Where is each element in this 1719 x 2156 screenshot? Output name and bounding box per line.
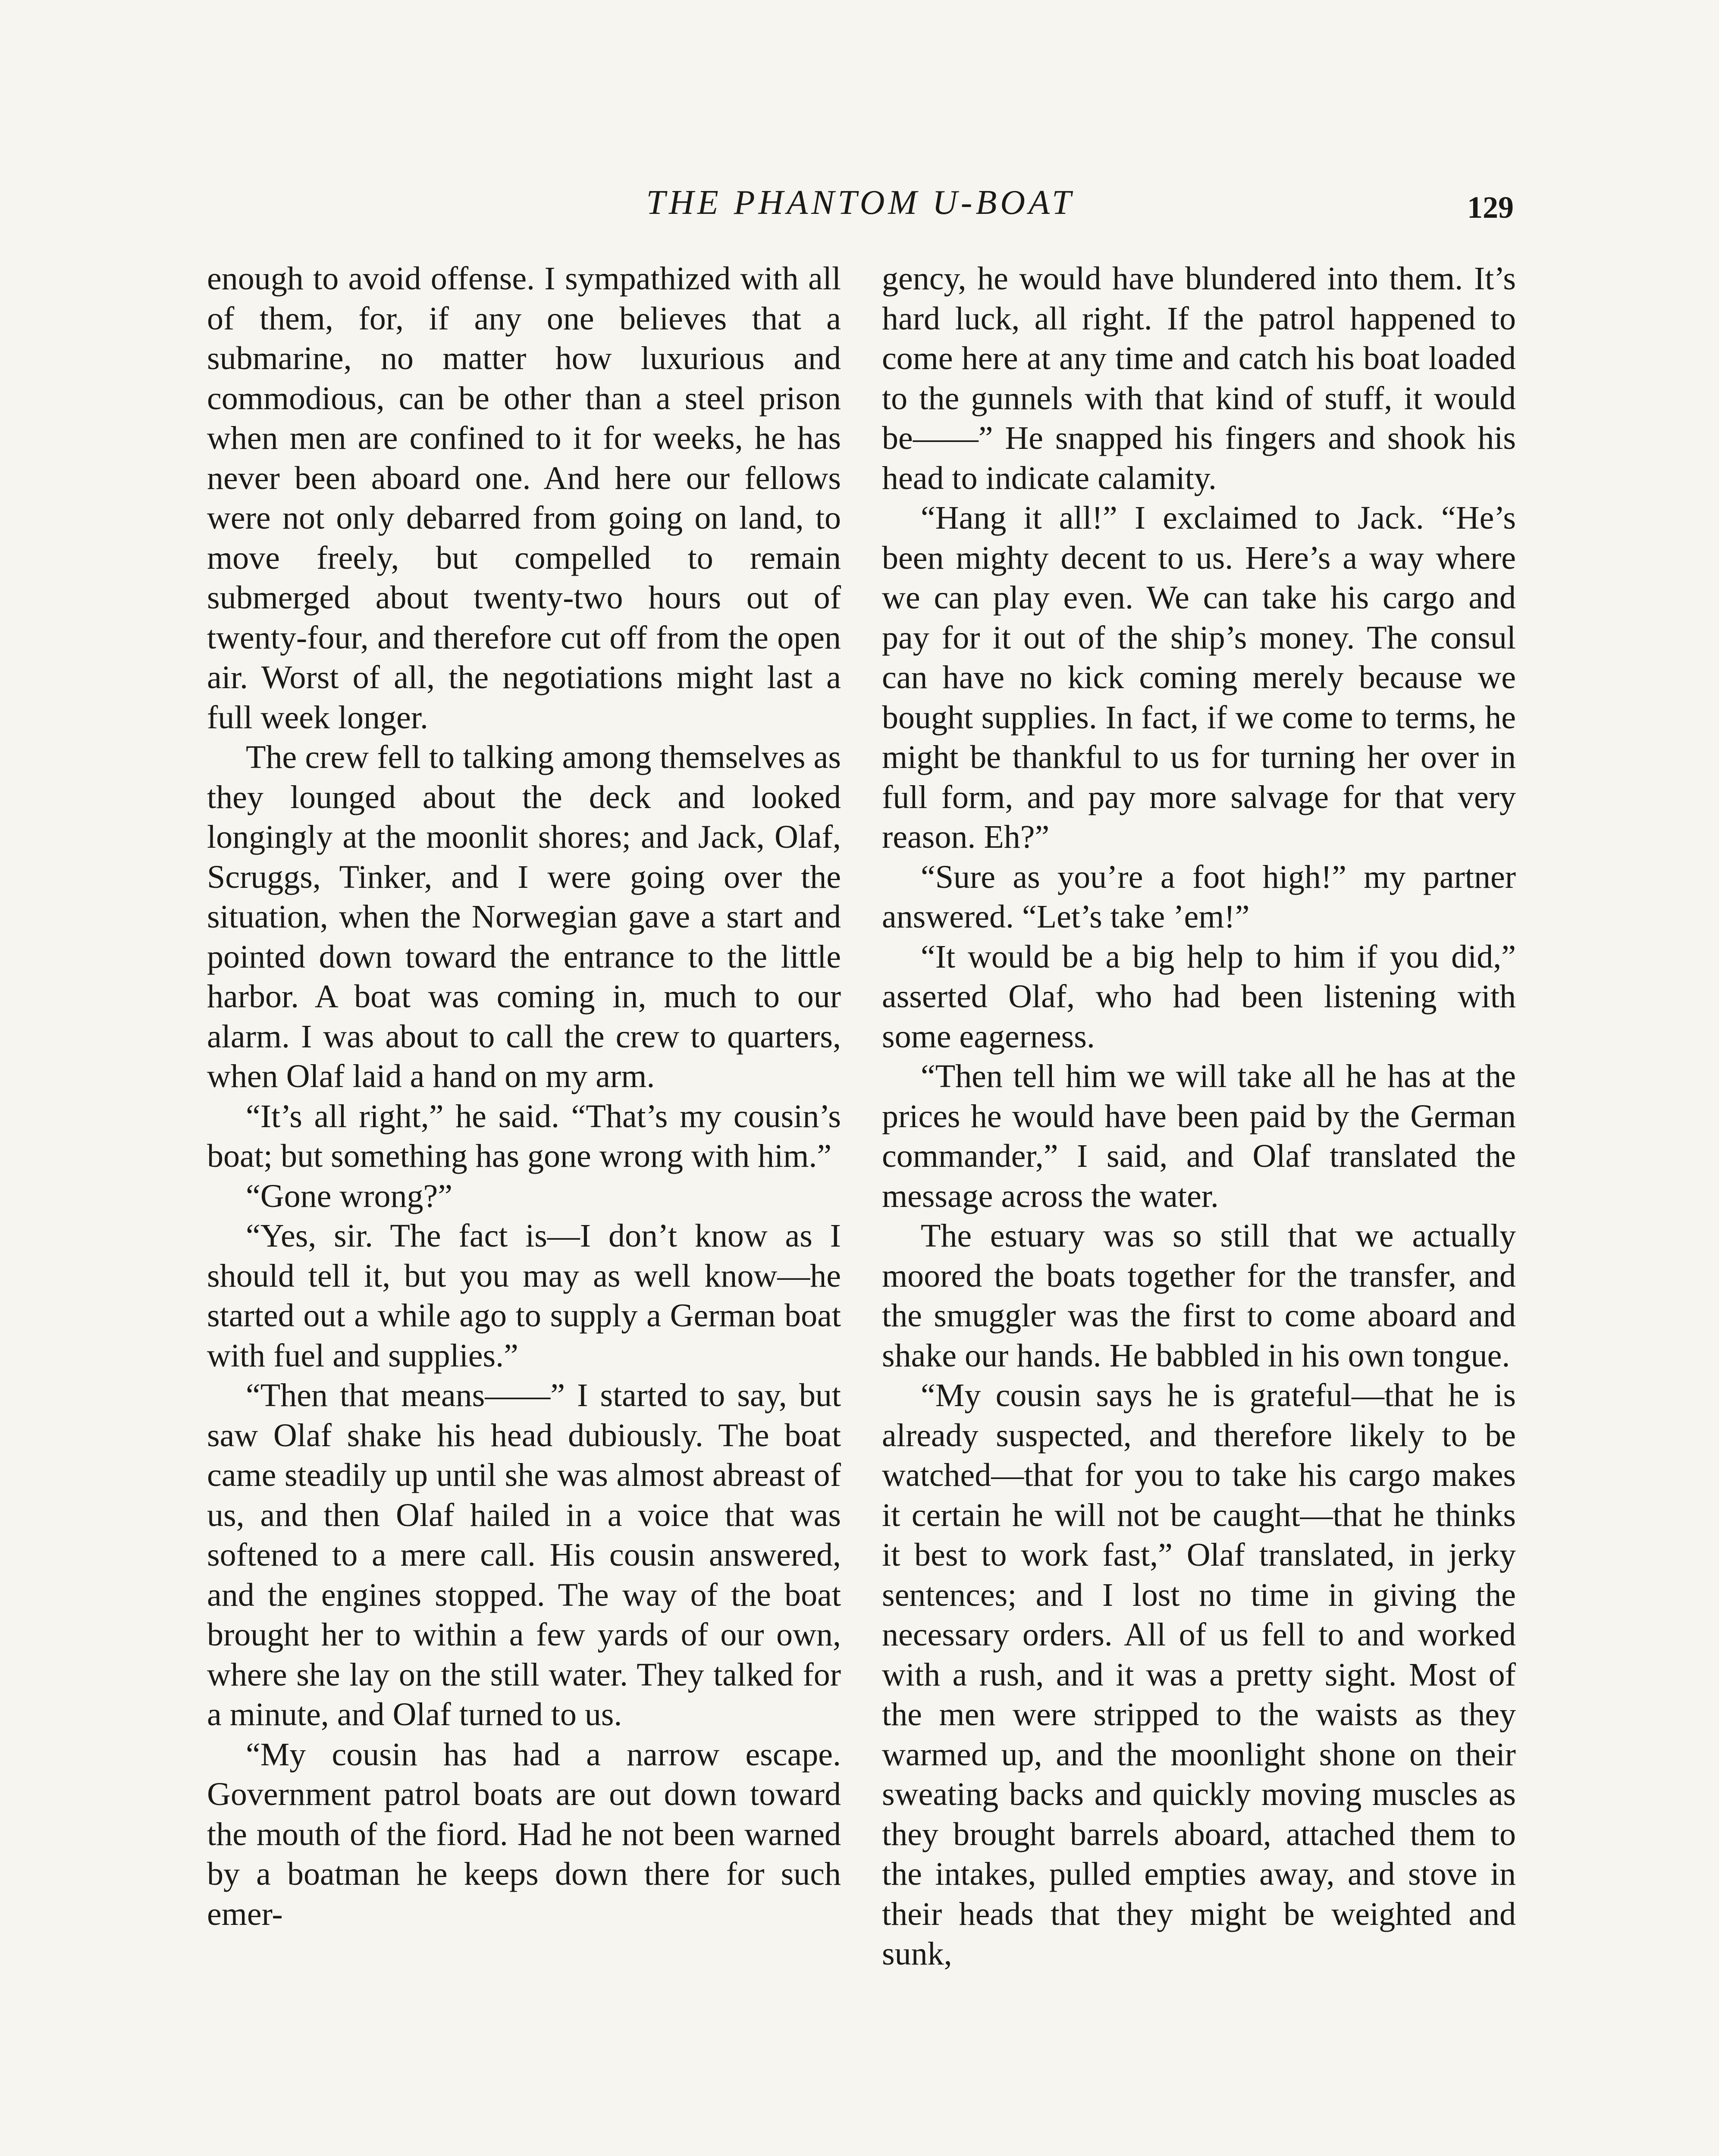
running-title: THE PHANTOM U-BOAT xyxy=(646,184,1075,222)
paragraph: “My cousin has had a narrow escape. Government patrol boats are out down toward the mouth of the fiord. Had he not been warned by a boatman he keeps down there for such emer- xyxy=(207,1736,841,1932)
paragraph: “It’s all right,” he said. “That’s my cousin’s boat; but something has gone wrong with him.” xyxy=(207,1098,841,1174)
paragraph: “Sure as you’re a foot high!” my partner answered. “Let’s take ’em!” xyxy=(882,859,1516,935)
paragraph: “Gone wrong?” xyxy=(246,1178,453,1214)
paragraph: “My cousin says he is grateful—that he is already suspected, and therefore likely to be watched—that for you to take his cargo makes it certain he will not be caught—that he thinks it best to work fast,” Olaf translated, in jerky sentences; and I lost no time in giving the necessary orders. All of us fell to and worked with a rush, and it was a pretty sight. Most of the men were stripped to the waists as they warmed up, and the moonlight shone on their sweating backs and quickly moving muscles as they brought barrels aboard, attached them to the intakes, pulled empties away, and stove in their heads that they might be weighted and sunk, xyxy=(882,1377,1516,1972)
paragraph: The crew fell to talking among themselves as they lounged about the deck and looked longingly at the moonlit shores; and Jack, Olaf, Scruggs, Tinker, and I were going over the situation, when the Norwegian gave a start and pointed down toward the entrance to the little harbor. A boat was coming in, much to our alarm. I was about to call the crew to quarters, when Olaf laid a hand on my arm. xyxy=(207,739,841,1094)
paragraph: “Yes, sir. The fact is—I don’t know as I should tell it, but you may as well know—he started out a while ago to supply a German boat with fuel and supplies.” xyxy=(207,1218,841,1374)
book-page xyxy=(207,181,1527,2156)
paragraph: “Then that means——” I started to say, but saw Olaf shake his head dubiously. The boat came steadily up until she was almost abreast of us, and then Olaf hailed in a voice that was softened to a mere call. His cousin answered, and the engines stopped. The way of the boat brought her to within a few yards of our own, where she lay on the still water. They talked for a minute, and Olaf turned to us. xyxy=(207,1377,841,1733)
page-number: 129 xyxy=(1467,190,1514,225)
paragraph: “It would be a big help to him if you did,” asserted Olaf, who had been listening with some eagerness. xyxy=(882,938,1516,1055)
left-column xyxy=(207,259,841,1934)
paragraph: The estuary was so still that we actually moored the boats together for the transfer, and the smuggler was the first to come aboard and shake our hands. He babbled in his own tongue. xyxy=(882,1218,1516,1374)
running-header xyxy=(207,181,1514,237)
paragraph: “Hang it all!” I exclaimed to Jack. “He’s been mighty decent to us. Here’s a way where we can play even. We can take his cargo and pay for it out of the ship’s money. The consul can have no kick coming merely because we bought supplies. In fact, if we come to terms, he might be thankful to us for turning her over in full form, and pay more salvage for that very reason. Eh?” xyxy=(882,500,1516,855)
paragraph: enough to avoid offense. I sympathized with all of them, for, if any one believes that a submarine, no matter how luxurious and commodious, can be other than a steel prison when men are confined to it for weeks, he has never been aboard one. And here our fellows were not only debarred from going on land, to move freely, but compelled to remain submerged about twenty-two hours out of twenty-four, and therefore cut off from the open air. Worst of all, the negotiations might last a full week longer. xyxy=(207,260,841,736)
paragraph: gency, he would have blundered into them. It’s hard luck, all right. If the patrol happened to come here at any time and catch his boat loaded to the gunnels with that kind of stuff, it would be——” He snapped his fingers and shook his head to indicate calamity. xyxy=(882,260,1516,496)
right-column xyxy=(882,259,1516,1974)
paragraph: “Then tell him we will take all he has at the prices he would have been paid by the German commander,” I said, and Olaf translated the message across the water. xyxy=(882,1058,1516,1214)
